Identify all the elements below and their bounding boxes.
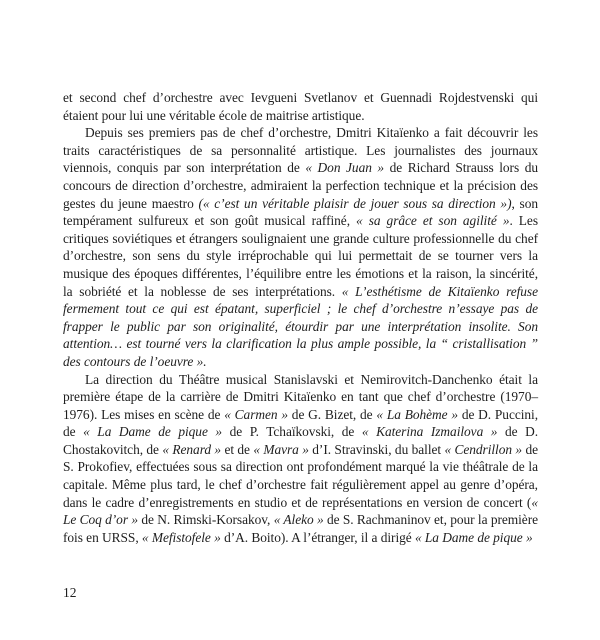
text-segment: et second chef d’orchestre avec Ievgueni Svetlanov et Guennadi Rojdestvenski qui étaient pour lui une véritable école de maitrise artistique. (63, 90, 538, 123)
italic-text-segment: « Le Coq d’or » (63, 494, 538, 528)
text-segment: La direction du Théâtre musical Stanislavski et Nemirovitch-Danchenko était la première étape de la carrière de Dmitri Kitaïenko en tant que chef d’orchestre (1970–1976). Les mises en scène de (63, 371, 538, 422)
italic-text-segment: « La Dame de pique » (414, 529, 533, 545)
italic-text-segment: « Mefistofele » (141, 529, 221, 545)
italic-text-segment: « Renard » (162, 441, 222, 457)
text-block (63, 89, 538, 546)
italic-text-segment: « Cendrillon » (444, 441, 523, 457)
text-segment: Depuis ses premiers pas de chef d’orchestre, Dmitri Kitaïenko a fait découvrir les traits caractéristiques de sa personnalité artistique. Les journalistes des journaux viennois, conquis par son interprétation de (63, 125, 538, 176)
text-segment: de S. Prokofiev, effectuées sous sa direction ont profondément marqué la vie théâtrale de la capitale. Même plus tard, le chef d’orchestre fait régulièrement appel au genre d’opéra, dans le cadre d’enregistrements en studio et de représentations en version de concert ( (63, 441, 538, 510)
text-segment: de P. Tchaïkovski, de (222, 424, 362, 440)
text-segment: de S. Rachmaninov et, pour la première fois en URSS, (63, 512, 538, 545)
text-segment: , son tempérament sulfureux et son goût musical raffiné, (63, 195, 538, 229)
text-segment: de D. Puccini, de (63, 406, 539, 440)
page-number: 12 (63, 585, 77, 600)
italic-text-segment: « Mavra » (253, 441, 309, 457)
italic-text-segment: « Katerina Izmailova » (361, 424, 498, 440)
italic-text-segment: « Don Juan » (305, 160, 385, 176)
italic-text-segment: « Carmen » (224, 406, 288, 422)
italic-text-segment: « sa grâce et son agilité » (356, 213, 510, 229)
text-segment: et de (221, 441, 254, 457)
paragraph (63, 89, 538, 124)
text-segment: . Les critiques soviétiques et étrangers soulignaient une grande culture professionnelle du chef d’orchestre, son sens du style irréprochable qui lui permettait de se tourner vers la musique des époques différentes, l’équilibre entre les émotions et la raison, la sincérité, la sobriété et la noblesse de ses interprétations. (63, 213, 538, 299)
italic-text-segment: « L’esthétisme de Kitaïenko refuse fermement tout ce qui est épatant, superficiel ; le chef d’orchestre n’essaye pas de frapper le public par son originalité, étourdir par une interprétation insolite. Son attention… est tourné vers la clarification la plus ample possible, la “ cristallisation ” des contours de l’oeuvre ». (63, 283, 538, 369)
text-segment: de Richard Strauss lors du concours de direction d’orchestre, admiraient la perfection technique et la précision des gestes du jeune maestro (63, 160, 538, 211)
text-segment: de N. Rimski-Korsakov, (137, 512, 274, 528)
paragraph (63, 124, 538, 370)
italic-text-segment: (« c’est un véritable plaisir de jouer sous sa direction ») (198, 195, 512, 211)
italic-text-segment: « La Dame de pique » (83, 424, 223, 440)
text-segment: d’I. Stravinski, du ballet (308, 441, 445, 457)
text-segment: de G. Bizet, de (287, 406, 377, 422)
italic-text-segment: « Aleko » (273, 512, 324, 528)
text-segment: de D. Chostakovitch, de (63, 424, 539, 457)
paragraph (63, 371, 538, 547)
italic-text-segment: « La Bohème » (376, 406, 458, 422)
text-segment: d’A. Boito). A l’étranger, il a dirigé (220, 529, 415, 545)
